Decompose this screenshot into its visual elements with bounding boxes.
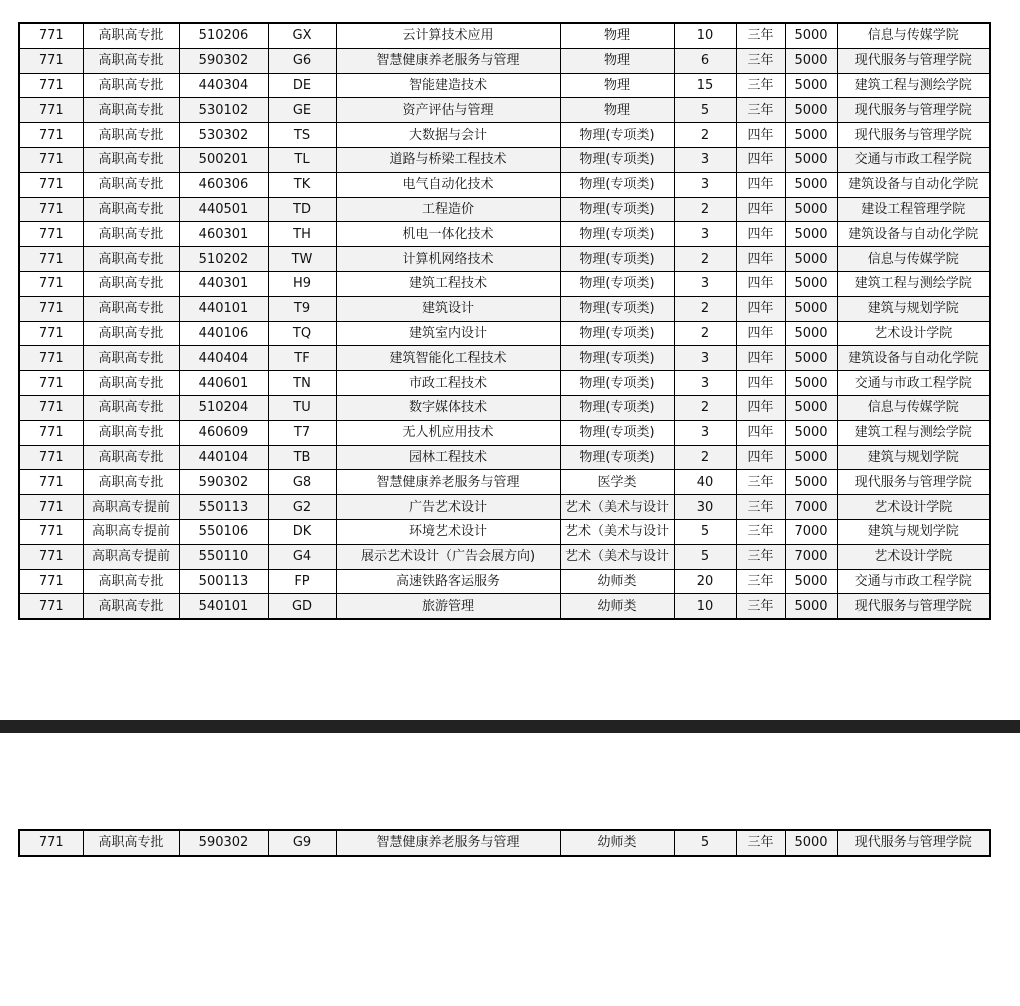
college-cell: 信息与传媒学院 bbox=[837, 23, 990, 48]
school-code-cell: 771 bbox=[19, 569, 83, 594]
duration-cell: 三年 bbox=[736, 470, 785, 495]
duration-cell: 三年 bbox=[736, 569, 785, 594]
duration-cell: 四年 bbox=[736, 172, 785, 197]
college-cell: 信息与传媒学院 bbox=[837, 247, 990, 272]
plan-count-cell: 2 bbox=[674, 395, 736, 420]
major-short-code-cell: G2 bbox=[268, 495, 336, 520]
batch-cell: 高职高专批 bbox=[83, 445, 179, 470]
tuition-cell: 5000 bbox=[785, 395, 837, 420]
major-name-cell: 建筑设计 bbox=[336, 296, 560, 321]
batch-cell: 高职高专批 bbox=[83, 346, 179, 371]
school-code-cell: 771 bbox=[19, 830, 83, 856]
major-name-cell: 电气自动化技术 bbox=[336, 172, 560, 197]
table-row bbox=[19, 569, 990, 594]
subject-category-cell: 物理 bbox=[560, 98, 674, 123]
school-code-cell: 771 bbox=[19, 371, 83, 396]
major-short-code-cell: TH bbox=[268, 222, 336, 247]
major-name-cell: 园林工程技术 bbox=[336, 445, 560, 470]
table-row bbox=[19, 98, 990, 123]
tuition-cell: 7000 bbox=[785, 544, 837, 569]
tuition-cell: 5000 bbox=[785, 197, 837, 222]
major-code-cell: 550113 bbox=[179, 495, 268, 520]
batch-cell: 高职高专批 bbox=[83, 470, 179, 495]
school-code-cell: 771 bbox=[19, 147, 83, 172]
plan-count-cell: 2 bbox=[674, 123, 736, 148]
major-short-code-cell: G4 bbox=[268, 544, 336, 569]
college-cell: 现代服务与管理学院 bbox=[837, 48, 990, 73]
major-short-code-cell: TQ bbox=[268, 321, 336, 346]
subject-category-cell: 物理(专项类) bbox=[560, 321, 674, 346]
tuition-cell: 5000 bbox=[785, 147, 837, 172]
tuition-cell: 5000 bbox=[785, 371, 837, 396]
subject-category-cell: 物理(专项类) bbox=[560, 123, 674, 148]
duration-cell: 三年 bbox=[736, 73, 785, 98]
duration-cell: 四年 bbox=[736, 247, 785, 272]
major-code-cell: 530302 bbox=[179, 123, 268, 148]
school-code-cell: 771 bbox=[19, 544, 83, 569]
school-code-cell: 771 bbox=[19, 594, 83, 619]
major-short-code-cell: DK bbox=[268, 519, 336, 544]
college-cell: 建设工程管理学院 bbox=[837, 197, 990, 222]
major-short-code-cell: FP bbox=[268, 569, 336, 594]
table-row bbox=[19, 123, 990, 148]
major-code-cell: 590302 bbox=[179, 48, 268, 73]
college-cell: 建筑工程与测绘学院 bbox=[837, 420, 990, 445]
table-row bbox=[19, 544, 990, 569]
college-cell: 现代服务与管理学院 bbox=[837, 98, 990, 123]
subject-category-cell: 物理(专项类) bbox=[560, 271, 674, 296]
duration-cell: 三年 bbox=[736, 830, 785, 856]
batch-cell: 高职高专批 bbox=[83, 197, 179, 222]
school-code-cell: 771 bbox=[19, 48, 83, 73]
plan-count-cell: 10 bbox=[674, 594, 736, 619]
page-break-divider bbox=[0, 720, 1020, 733]
major-short-code-cell: TS bbox=[268, 123, 336, 148]
table-row bbox=[19, 73, 990, 98]
subject-category-cell: 幼师类 bbox=[560, 569, 674, 594]
table-row bbox=[19, 371, 990, 396]
college-cell: 建筑与规划学院 bbox=[837, 519, 990, 544]
major-code-cell: 530102 bbox=[179, 98, 268, 123]
major-name-cell: 计算机网络技术 bbox=[336, 247, 560, 272]
major-code-cell: 590302 bbox=[179, 830, 268, 856]
duration-cell: 四年 bbox=[736, 123, 785, 148]
tuition-cell: 5000 bbox=[785, 271, 837, 296]
plan-count-cell: 20 bbox=[674, 569, 736, 594]
plan-count-cell: 40 bbox=[674, 470, 736, 495]
tuition-cell: 5000 bbox=[785, 346, 837, 371]
plan-count-cell: 3 bbox=[674, 271, 736, 296]
table-row bbox=[19, 470, 990, 495]
school-code-cell: 771 bbox=[19, 321, 83, 346]
college-cell: 信息与传媒学院 bbox=[837, 395, 990, 420]
college-cell: 现代服务与管理学院 bbox=[837, 830, 990, 856]
plan-count-cell: 10 bbox=[674, 23, 736, 48]
major-short-code-cell: TK bbox=[268, 172, 336, 197]
batch-cell: 高职高专批 bbox=[83, 271, 179, 296]
subject-category-cell: 物理(专项类) bbox=[560, 445, 674, 470]
plan-count-cell: 3 bbox=[674, 420, 736, 445]
plan-count-cell: 2 bbox=[674, 296, 736, 321]
major-code-cell: 440301 bbox=[179, 271, 268, 296]
enrollment-plan-table bbox=[18, 22, 991, 620]
tuition-cell: 5000 bbox=[785, 73, 837, 98]
major-short-code-cell: T7 bbox=[268, 420, 336, 445]
plan-count-cell: 2 bbox=[674, 445, 736, 470]
major-short-code-cell: GX bbox=[268, 23, 336, 48]
plan-count-cell: 2 bbox=[674, 197, 736, 222]
table-row bbox=[19, 346, 990, 371]
plan-count-cell: 2 bbox=[674, 321, 736, 346]
major-name-cell: 展示艺术设计（广告会展方向) bbox=[336, 544, 560, 569]
major-name-cell: 智慧健康养老服务与管理 bbox=[336, 830, 560, 856]
table-row bbox=[19, 445, 990, 470]
subject-category-cell: 艺术（美术与设计 bbox=[560, 519, 674, 544]
college-cell: 交通与市政工程学院 bbox=[837, 569, 990, 594]
plan-count-cell: 5 bbox=[674, 830, 736, 856]
major-name-cell: 资产评估与管理 bbox=[336, 98, 560, 123]
major-short-code-cell: G6 bbox=[268, 48, 336, 73]
college-cell: 建筑工程与测绘学院 bbox=[837, 271, 990, 296]
major-code-cell: 460306 bbox=[179, 172, 268, 197]
batch-cell: 高职高专批 bbox=[83, 395, 179, 420]
major-code-cell: 510206 bbox=[179, 23, 268, 48]
subject-category-cell: 艺术（美术与设计 bbox=[560, 544, 674, 569]
major-short-code-cell: G8 bbox=[268, 470, 336, 495]
major-code-cell: 440601 bbox=[179, 371, 268, 396]
subject-category-cell: 物理(专项类) bbox=[560, 346, 674, 371]
batch-cell: 高职高专批 bbox=[83, 296, 179, 321]
major-code-cell: 510202 bbox=[179, 247, 268, 272]
tuition-cell: 5000 bbox=[785, 23, 837, 48]
tuition-cell: 5000 bbox=[785, 470, 837, 495]
duration-cell: 四年 bbox=[736, 222, 785, 247]
duration-cell: 三年 bbox=[736, 98, 785, 123]
subject-category-cell: 物理(专项类) bbox=[560, 247, 674, 272]
table-row bbox=[19, 172, 990, 197]
major-name-cell: 大数据与会计 bbox=[336, 123, 560, 148]
tuition-cell: 5000 bbox=[785, 123, 837, 148]
batch-cell: 高职高专批 bbox=[83, 222, 179, 247]
subject-category-cell: 幼师类 bbox=[560, 594, 674, 619]
major-name-cell: 建筑室内设计 bbox=[336, 321, 560, 346]
plan-count-cell: 15 bbox=[674, 73, 736, 98]
major-name-cell: 高速铁路客运服务 bbox=[336, 569, 560, 594]
college-cell: 建筑设备与自动化学院 bbox=[837, 346, 990, 371]
school-code-cell: 771 bbox=[19, 445, 83, 470]
duration-cell: 四年 bbox=[736, 271, 785, 296]
duration-cell: 四年 bbox=[736, 197, 785, 222]
subject-category-cell: 物理 bbox=[560, 48, 674, 73]
table-row bbox=[19, 395, 990, 420]
subject-category-cell: 物理(专项类) bbox=[560, 395, 674, 420]
table-row bbox=[19, 247, 990, 272]
school-code-cell: 771 bbox=[19, 495, 83, 520]
batch-cell: 高职高专批 bbox=[83, 172, 179, 197]
tuition-cell: 7000 bbox=[785, 519, 837, 544]
major-name-cell: 智慧健康养老服务与管理 bbox=[336, 48, 560, 73]
major-code-cell: 550106 bbox=[179, 519, 268, 544]
table-row bbox=[19, 271, 990, 296]
school-code-cell: 771 bbox=[19, 395, 83, 420]
plan-count-cell: 5 bbox=[674, 519, 736, 544]
subject-category-cell: 物理(专项类) bbox=[560, 172, 674, 197]
plan-count-cell: 2 bbox=[674, 247, 736, 272]
duration-cell: 四年 bbox=[736, 346, 785, 371]
major-code-cell: 590302 bbox=[179, 470, 268, 495]
major-short-code-cell: H9 bbox=[268, 271, 336, 296]
major-name-cell: 工程造价 bbox=[336, 197, 560, 222]
major-short-code-cell: TW bbox=[268, 247, 336, 272]
tuition-cell: 5000 bbox=[785, 321, 837, 346]
major-code-cell: 440101 bbox=[179, 296, 268, 321]
major-name-cell: 旅游管理 bbox=[336, 594, 560, 619]
batch-cell: 高职高专批 bbox=[83, 48, 179, 73]
batch-cell: 高职高专提前 bbox=[83, 544, 179, 569]
batch-cell: 高职高专批 bbox=[83, 569, 179, 594]
tuition-cell: 5000 bbox=[785, 445, 837, 470]
school-code-cell: 771 bbox=[19, 470, 83, 495]
duration-cell: 四年 bbox=[736, 321, 785, 346]
major-code-cell: 500113 bbox=[179, 569, 268, 594]
table-row bbox=[19, 420, 990, 445]
major-name-cell: 广告艺术设计 bbox=[336, 495, 560, 520]
subject-category-cell: 物理(专项类) bbox=[560, 222, 674, 247]
major-short-code-cell: TD bbox=[268, 197, 336, 222]
table-row bbox=[19, 23, 990, 48]
school-code-cell: 771 bbox=[19, 172, 83, 197]
major-code-cell: 460301 bbox=[179, 222, 268, 247]
plan-count-cell: 3 bbox=[674, 346, 736, 371]
school-code-cell: 771 bbox=[19, 73, 83, 98]
major-name-cell: 市政工程技术 bbox=[336, 371, 560, 396]
college-cell: 建筑工程与测绘学院 bbox=[837, 73, 990, 98]
school-code-cell: 771 bbox=[19, 296, 83, 321]
major-code-cell: 440104 bbox=[179, 445, 268, 470]
college-cell: 现代服务与管理学院 bbox=[837, 594, 990, 619]
enrollment-plan-table-continued bbox=[18, 829, 991, 857]
batch-cell: 高职高专批 bbox=[83, 73, 179, 98]
plan-count-cell: 3 bbox=[674, 222, 736, 247]
major-short-code-cell: TB bbox=[268, 445, 336, 470]
major-name-cell: 建筑工程技术 bbox=[336, 271, 560, 296]
subject-category-cell: 物理(专项类) bbox=[560, 197, 674, 222]
table-row bbox=[19, 830, 990, 856]
tuition-cell: 5000 bbox=[785, 569, 837, 594]
school-code-cell: 771 bbox=[19, 197, 83, 222]
tuition-cell: 5000 bbox=[785, 420, 837, 445]
school-code-cell: 771 bbox=[19, 23, 83, 48]
plan-count-cell: 3 bbox=[674, 147, 736, 172]
major-code-cell: 440501 bbox=[179, 197, 268, 222]
table-row bbox=[19, 222, 990, 247]
batch-cell: 高职高专批 bbox=[83, 371, 179, 396]
major-name-cell: 建筑智能化工程技术 bbox=[336, 346, 560, 371]
duration-cell: 四年 bbox=[736, 371, 785, 396]
subject-category-cell: 幼师类 bbox=[560, 830, 674, 856]
major-code-cell: 500201 bbox=[179, 147, 268, 172]
major-code-cell: 510204 bbox=[179, 395, 268, 420]
major-code-cell: 440404 bbox=[179, 346, 268, 371]
batch-cell: 高职高专批 bbox=[83, 23, 179, 48]
table-row bbox=[19, 594, 990, 619]
tuition-cell: 5000 bbox=[785, 222, 837, 247]
major-short-code-cell: TN bbox=[268, 371, 336, 396]
duration-cell: 三年 bbox=[736, 23, 785, 48]
subject-category-cell: 物理 bbox=[560, 73, 674, 98]
duration-cell: 三年 bbox=[736, 544, 785, 569]
plan-count-cell: 6 bbox=[674, 48, 736, 73]
duration-cell: 三年 bbox=[736, 48, 785, 73]
major-name-cell: 数字媒体技术 bbox=[336, 395, 560, 420]
college-cell: 艺术设计学院 bbox=[837, 321, 990, 346]
duration-cell: 四年 bbox=[736, 420, 785, 445]
major-short-code-cell: DE bbox=[268, 73, 336, 98]
tuition-cell: 5000 bbox=[785, 296, 837, 321]
plan-count-cell: 5 bbox=[674, 98, 736, 123]
tuition-cell: 7000 bbox=[785, 495, 837, 520]
duration-cell: 三年 bbox=[736, 519, 785, 544]
duration-cell: 四年 bbox=[736, 395, 785, 420]
major-name-cell: 道路与桥梁工程技术 bbox=[336, 147, 560, 172]
major-short-code-cell: GD bbox=[268, 594, 336, 619]
batch-cell: 高职高专批 bbox=[83, 147, 179, 172]
major-short-code-cell: TU bbox=[268, 395, 336, 420]
tuition-cell: 5000 bbox=[785, 172, 837, 197]
batch-cell: 高职高专提前 bbox=[83, 519, 179, 544]
college-cell: 艺术设计学院 bbox=[837, 495, 990, 520]
subject-category-cell: 物理(专项类) bbox=[560, 371, 674, 396]
tuition-cell: 5000 bbox=[785, 247, 837, 272]
major-name-cell: 云计算技术应用 bbox=[336, 23, 560, 48]
major-name-cell: 智能建造技术 bbox=[336, 73, 560, 98]
duration-cell: 四年 bbox=[736, 445, 785, 470]
batch-cell: 高职高专批 bbox=[83, 247, 179, 272]
college-cell: 现代服务与管理学院 bbox=[837, 470, 990, 495]
batch-cell: 高职高专提前 bbox=[83, 495, 179, 520]
subject-category-cell: 物理(专项类) bbox=[560, 420, 674, 445]
major-name-cell: 智慧健康养老服务与管理 bbox=[336, 470, 560, 495]
major-short-code-cell: TL bbox=[268, 147, 336, 172]
tuition-cell: 5000 bbox=[785, 830, 837, 856]
school-code-cell: 771 bbox=[19, 123, 83, 148]
college-cell: 交通与市政工程学院 bbox=[837, 147, 990, 172]
subject-category-cell: 物理(专项类) bbox=[560, 147, 674, 172]
table-row bbox=[19, 48, 990, 73]
school-code-cell: 771 bbox=[19, 420, 83, 445]
duration-cell: 三年 bbox=[736, 594, 785, 619]
school-code-cell: 771 bbox=[19, 271, 83, 296]
tuition-cell: 5000 bbox=[785, 594, 837, 619]
major-short-code-cell: GE bbox=[268, 98, 336, 123]
table-row bbox=[19, 495, 990, 520]
tuition-cell: 5000 bbox=[785, 48, 837, 73]
batch-cell: 高职高专批 bbox=[83, 98, 179, 123]
major-short-code-cell: TF bbox=[268, 346, 336, 371]
subject-category-cell: 医学类 bbox=[560, 470, 674, 495]
major-code-cell: 550110 bbox=[179, 544, 268, 569]
plan-count-cell: 30 bbox=[674, 495, 736, 520]
school-code-cell: 771 bbox=[19, 519, 83, 544]
major-code-cell: 440106 bbox=[179, 321, 268, 346]
table-row bbox=[19, 519, 990, 544]
major-code-cell: 460609 bbox=[179, 420, 268, 445]
college-cell: 艺术设计学院 bbox=[837, 544, 990, 569]
school-code-cell: 771 bbox=[19, 222, 83, 247]
school-code-cell: 771 bbox=[19, 98, 83, 123]
batch-cell: 高职高专批 bbox=[83, 420, 179, 445]
college-cell: 现代服务与管理学院 bbox=[837, 123, 990, 148]
major-name-cell: 环境艺术设计 bbox=[336, 519, 560, 544]
table-row bbox=[19, 321, 990, 346]
subject-category-cell: 物理 bbox=[560, 23, 674, 48]
batch-cell: 高职高专批 bbox=[83, 830, 179, 856]
major-short-code-cell: G9 bbox=[268, 830, 336, 856]
table-row bbox=[19, 147, 990, 172]
batch-cell: 高职高专批 bbox=[83, 123, 179, 148]
duration-cell: 四年 bbox=[736, 296, 785, 321]
college-cell: 交通与市政工程学院 bbox=[837, 371, 990, 396]
tuition-cell: 5000 bbox=[785, 98, 837, 123]
school-code-cell: 771 bbox=[19, 346, 83, 371]
major-name-cell: 机电一体化技术 bbox=[336, 222, 560, 247]
major-code-cell: 540101 bbox=[179, 594, 268, 619]
table-row bbox=[19, 296, 990, 321]
plan-count-cell: 3 bbox=[674, 172, 736, 197]
college-cell: 建筑设备与自动化学院 bbox=[837, 222, 990, 247]
major-code-cell: 440304 bbox=[179, 73, 268, 98]
school-code-cell: 771 bbox=[19, 247, 83, 272]
duration-cell: 四年 bbox=[736, 147, 785, 172]
batch-cell: 高职高专批 bbox=[83, 321, 179, 346]
table-row bbox=[19, 197, 990, 222]
major-name-cell: 无人机应用技术 bbox=[336, 420, 560, 445]
plan-count-cell: 5 bbox=[674, 544, 736, 569]
batch-cell: 高职高专批 bbox=[83, 594, 179, 619]
subject-category-cell: 艺术（美术与设计 bbox=[560, 495, 674, 520]
college-cell: 建筑设备与自动化学院 bbox=[837, 172, 990, 197]
college-cell: 建筑与规划学院 bbox=[837, 296, 990, 321]
duration-cell: 三年 bbox=[736, 495, 785, 520]
plan-count-cell: 3 bbox=[674, 371, 736, 396]
subject-category-cell: 物理(专项类) bbox=[560, 296, 674, 321]
college-cell: 建筑与规划学院 bbox=[837, 445, 990, 470]
major-short-code-cell: T9 bbox=[268, 296, 336, 321]
